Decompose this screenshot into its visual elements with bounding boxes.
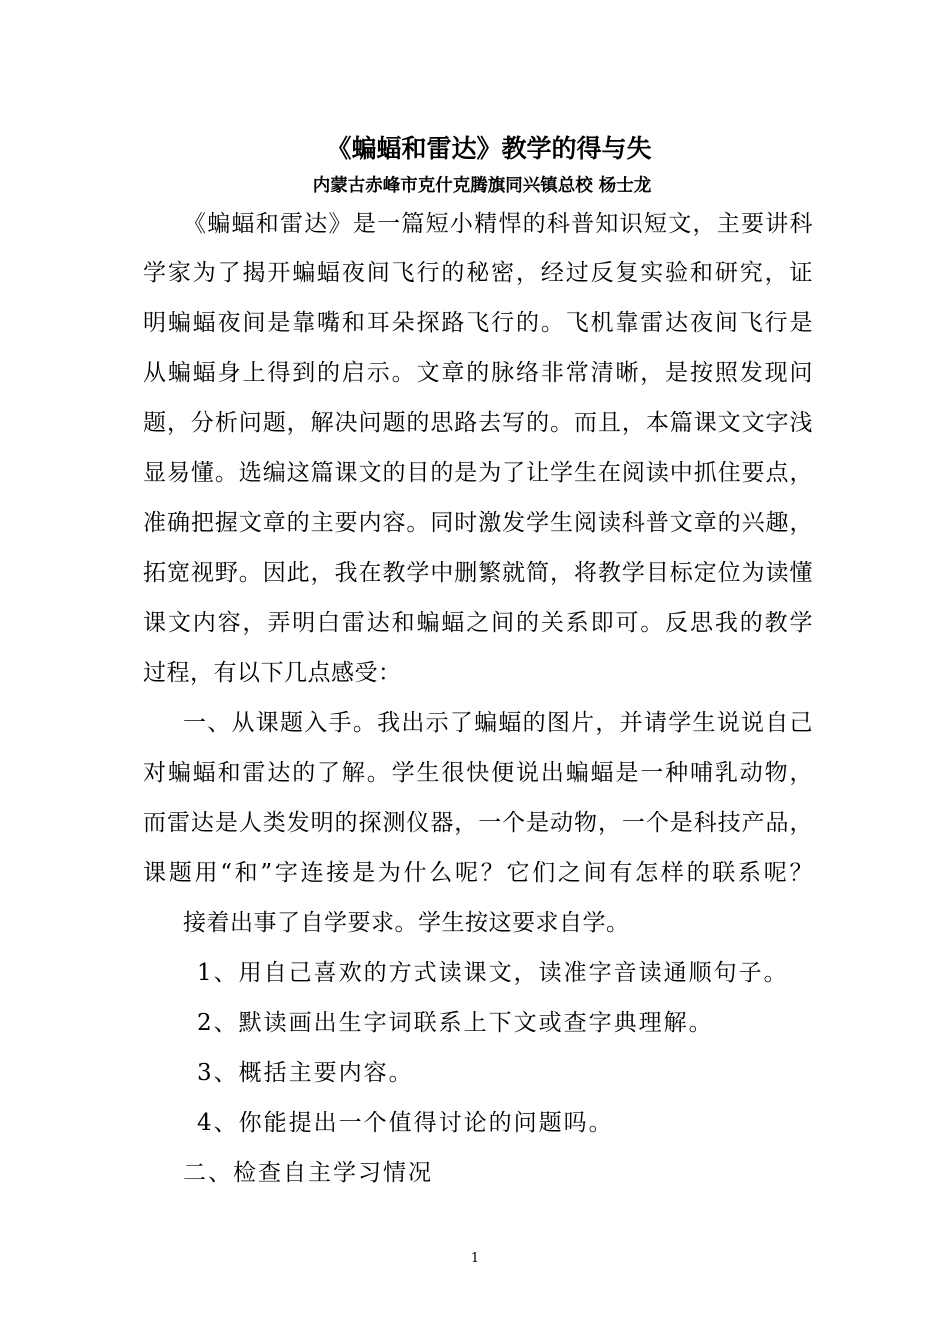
list-item: 3、概括主要内容。 (197, 1060, 414, 1086)
author-line: 内蒙古赤峰市克什克腾旗同兴镇总校 杨士龙 (312, 176, 652, 196)
paragraph-line: 明蝙蝠夜间是靠嘴和耳朵探路飞行的。飞机靠雷达夜间飞行是 (143, 310, 813, 336)
paragraph-line: 准确把握文章的主要内容。同时激发学生阅读科普文章的兴趣， (143, 510, 813, 536)
paragraph-line: 拓宽视野。因此，我在教学中删繁就简，将教学目标定位为读懂 (143, 560, 813, 586)
page-number: 1 (470, 1251, 480, 1266)
paragraph-line: 题，分析问题，解决问题的思路去写的。而且，本篇课文文字浅 (143, 410, 813, 436)
document-title: 《蝙蝠和雷达》教学的得与失 (326, 134, 652, 163)
paragraph-line: 课文内容，弄明白雷达和蝙蝠之间的关系即可。反思我的教学 (143, 610, 813, 636)
paragraph-line: 《蝙蝠和雷达》是一篇短小精悍的科普知识短文，主要讲科 (183, 211, 813, 237)
list-item: 4、你能提出一个值得讨论的问题吗。 (197, 1110, 614, 1136)
list-item: 1、用自己喜欢的方式读课文，读准字音读通顺句子。 (197, 960, 789, 986)
paragraph-line: 从蝙蝠身上得到的启示。文章的脉络非常清晰，是按照发现问 (143, 360, 813, 386)
section-heading: 二、检查自主学习情况 (183, 1160, 433, 1186)
paragraph-line: 课题用“和”字连接是为什么呢？它们之间有怎样的联系呢？ (143, 860, 813, 886)
paragraph-line: 而雷达是人类发明的探测仪器，一个是动物，一个是科技产品， (143, 810, 813, 836)
paragraph-line: 接着出事了自学要求。学生按这要求自学。 (183, 910, 630, 936)
paragraph-line: 对蝙蝠和雷达的了解。学生很快便说出蝙蝠是一种哺乳动物， (143, 760, 813, 786)
paragraph-line: 过程，有以下几点感受： (143, 660, 402, 686)
list-item: 2、默读画出生字词联系上下文或查字典理解。 (197, 1010, 714, 1036)
paragraph-line: 学家为了揭开蝙蝠夜间飞行的秘密，经过反复实验和研究，证 (143, 260, 813, 286)
paragraph-line: 显易懂。选编这篇课文的目的是为了让学生在阅读中抓住要点， (143, 460, 813, 486)
paragraph-line: 一、从课题入手。我出示了蝙蝠的图片，并请学生说说自己 (183, 710, 813, 736)
